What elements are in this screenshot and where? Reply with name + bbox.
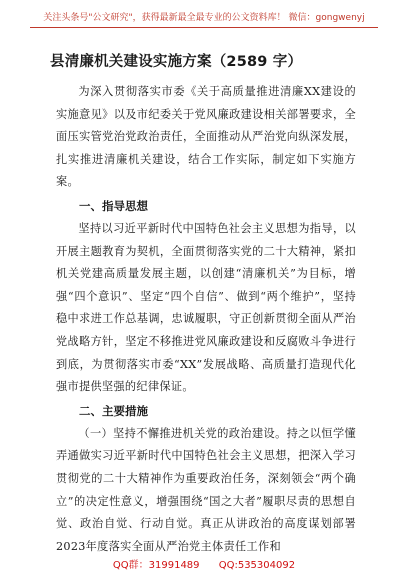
header-banner: 关注头条号"公文研究"，获得最新最全最专业的公文资料库！ 微信：gongwenyj bbox=[43, 13, 365, 23]
document-page bbox=[50, 50, 356, 558]
main-measures-paragraph: （一）坚持不懈推进机关党的政治建设。持之以恒学懂弄通做实习近平新时代中国特色社会主义思想，把深入学习贯彻党的二十大精神作为重要政治任务，深刻领会“两个确立”的决定性意义，增强围绕“国之大者”履职尽责的思想自觉、政治自觉、行动自觉。真正从讲政治的高度谋划部署2023年度落实全面从严治党主体责任工作和 bbox=[56, 426, 356, 553]
footer-qq-group: QQ群：31991489 bbox=[112, 560, 200, 571]
intro-paragraph: 为深入贯彻落实市委《关于高质量推进清廉XX建设的实施意见》以及市纪委关于党风廉政建设相关部署要求，全面压实管党治党政治责任，全面推动从严治党向纵深发展，扎实推进清廉机关建设，结合工作实际，制定如下实施方案。 bbox=[56, 85, 356, 189]
header-divider bbox=[30, 27, 378, 28]
footer-contact bbox=[0, 556, 408, 571]
footer-qq: QQ:535304092 bbox=[218, 560, 296, 571]
guiding-ideology-paragraph: 坚持以习近平新时代中国特色社会主义思想为指导，以开展主题教育为契机，全面贯彻落实党的二十大精神，紧扣机关党建高质量发展主题，以创建“清廉机关”为目标，增强“四个意识”、坚定“四个自信”、做到“两个维护”，坚持稳中求进工作总基调，忠诚履职，守正创新贯彻全面从严治党战略方针，坚定不移推进党风廉政建设和反腐败斗争进行到底，为贯彻落实市委“XX”发展战略、高质量打造现代化强市提供坚强的纪律保证。 bbox=[56, 221, 356, 394]
document-title: 县清廉机关建设实施方案（2589 字） bbox=[50, 54, 303, 70]
section-heading-main-measures: 二、主要措施 bbox=[79, 403, 148, 418]
section-heading-guiding-ideology: 一、指导思想 bbox=[79, 198, 148, 213]
